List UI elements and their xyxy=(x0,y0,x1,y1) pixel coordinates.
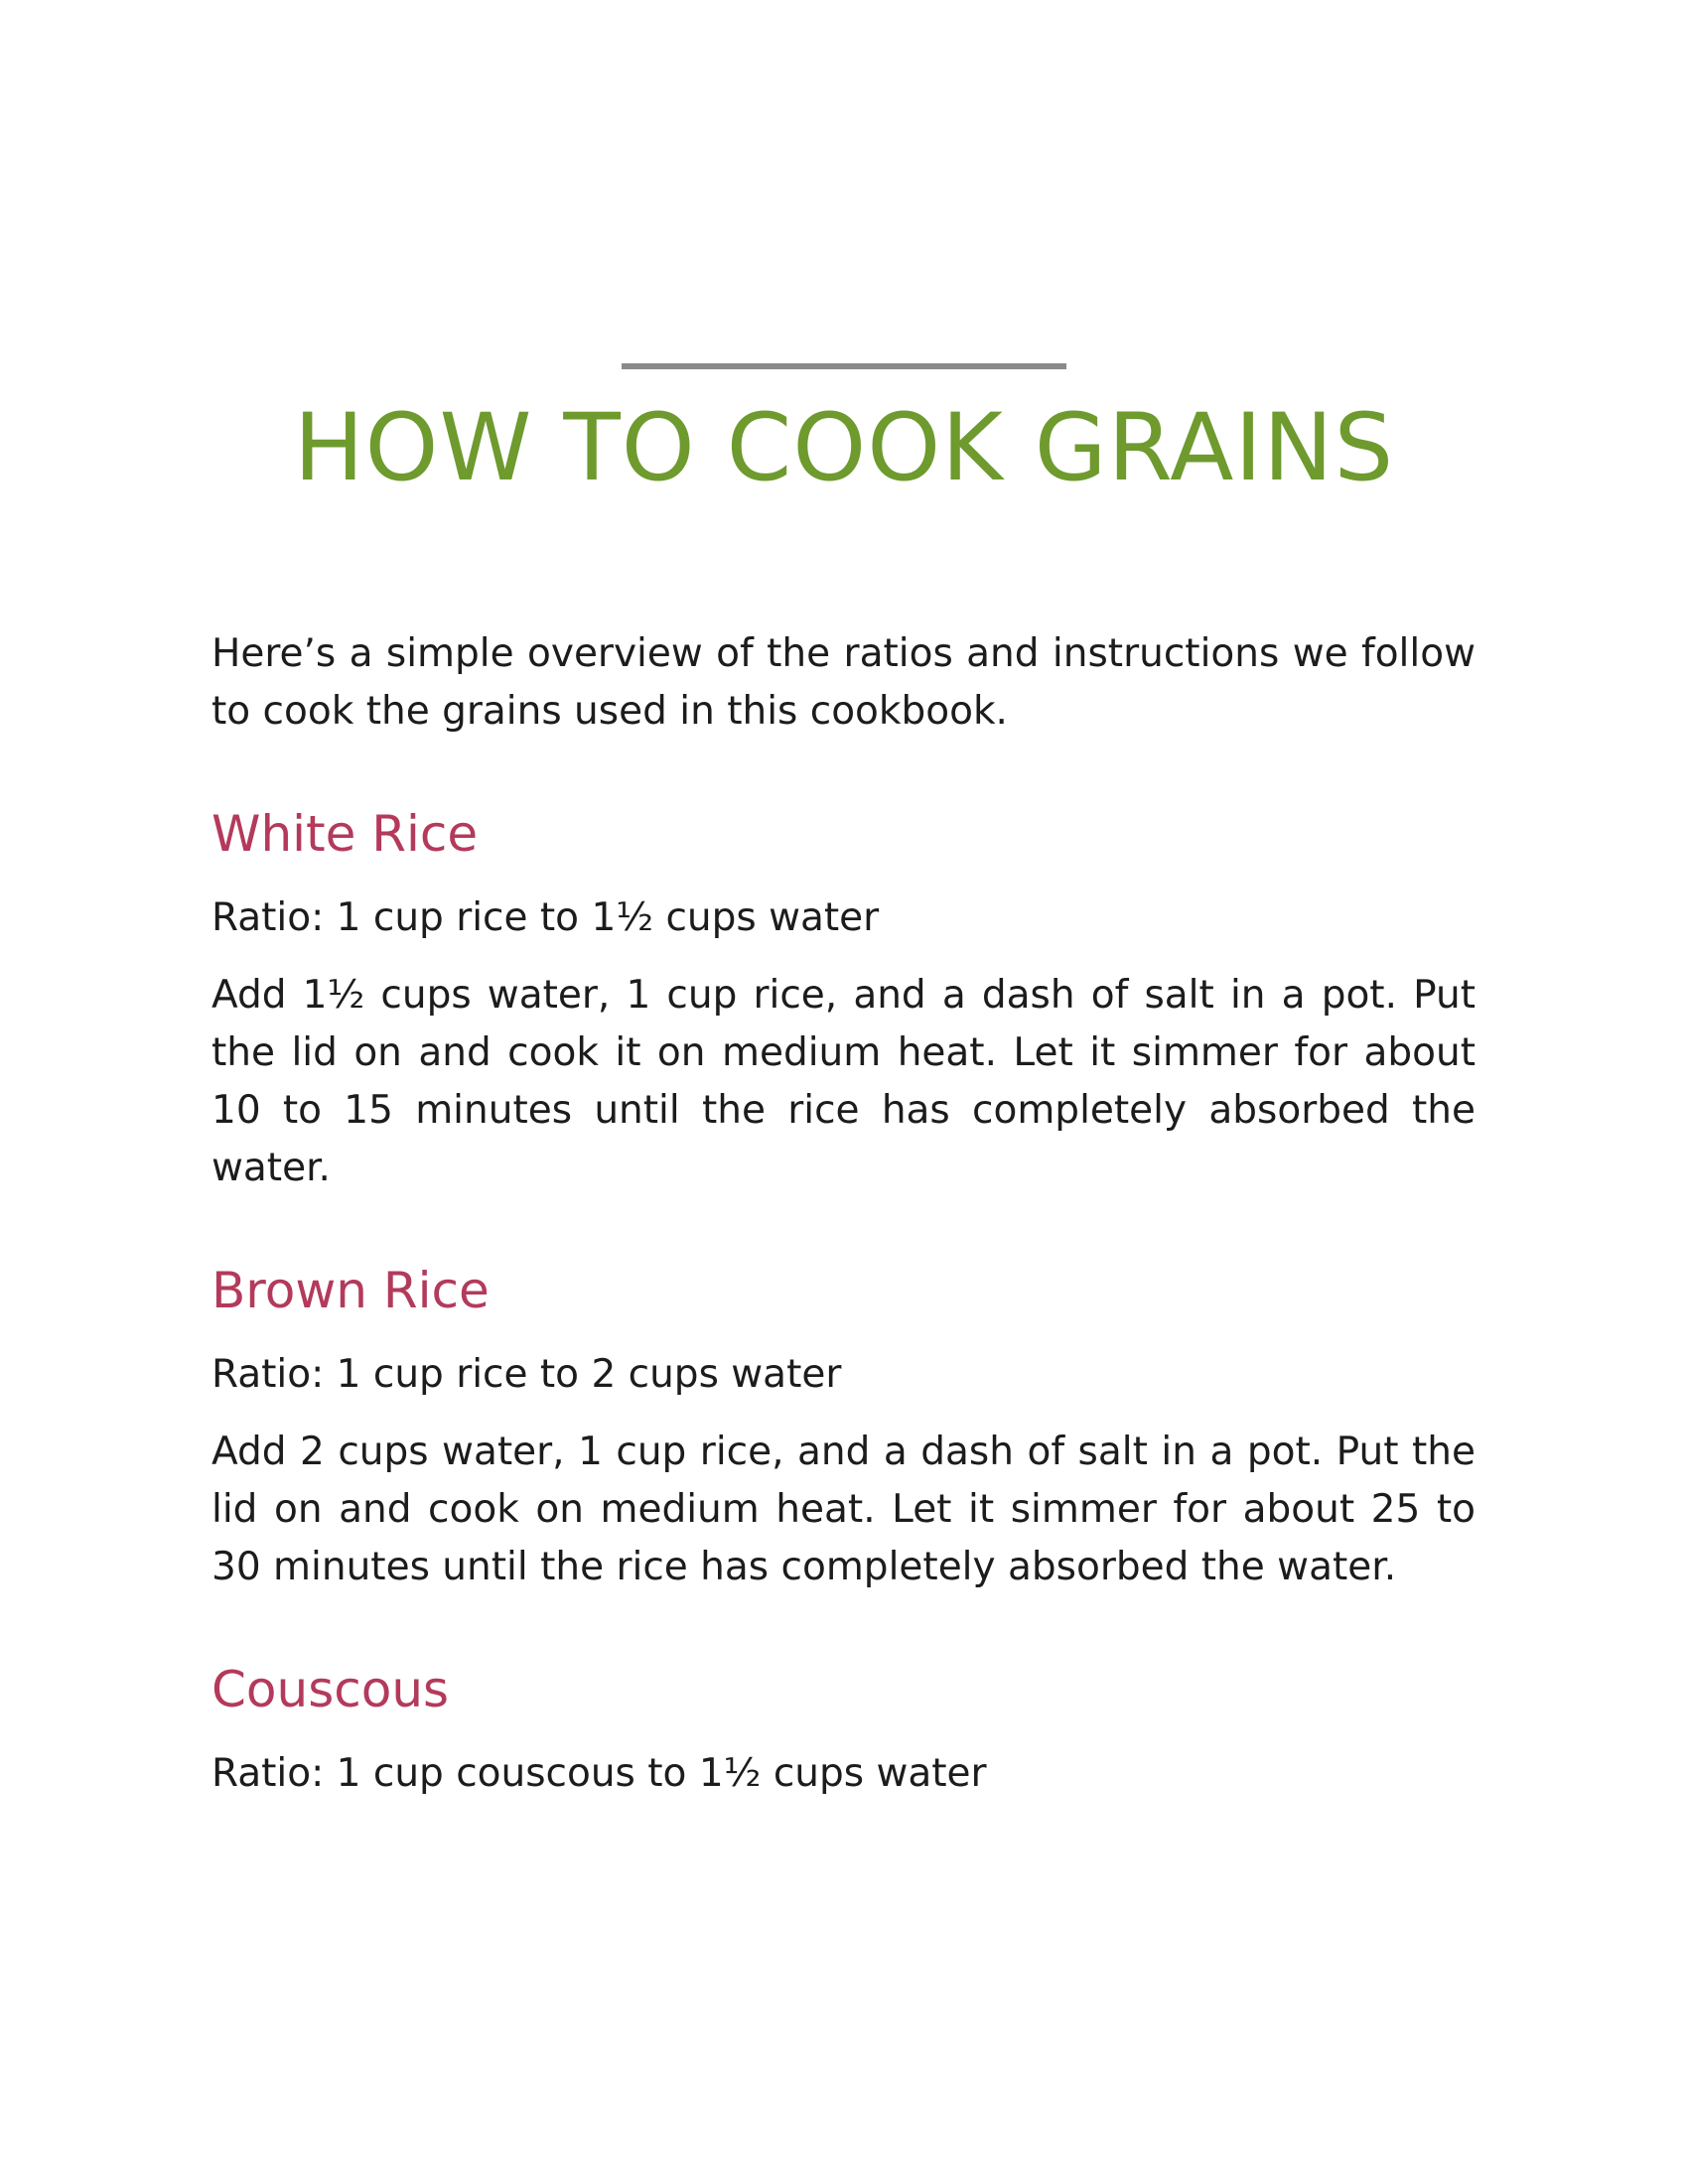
ratio-text: Ratio: 1 cup rice to 1½ cups water xyxy=(211,895,880,940)
section-heading: Brown Rice xyxy=(211,1262,490,1319)
section-brown-rice xyxy=(211,1259,1476,1596)
instructions-text: Add 1½ cups water, 1 cup rice, and a dash of salt in a pot. Put the lid on and cook it on medium heat. Let it simmer for about 10 to 15 minutes until the rice has completely absorbed the water. xyxy=(211,973,1476,1190)
intro-paragraph: Here’s a simple overview of the ratios and instructions we follow to cook the grains used in this cookbook. xyxy=(211,631,1476,734)
ratio-text: Ratio: 1 cup rice to 2 cups water xyxy=(211,1352,842,1397)
section-heading: White Rice xyxy=(211,805,479,863)
page-content xyxy=(211,625,1476,1823)
ratio-text: Ratio: 1 cup couscous to 1½ cups water xyxy=(211,1751,987,1796)
title-divider xyxy=(622,363,1066,369)
section-heading: Couscous xyxy=(211,1661,450,1718)
instructions-text: Add 2 cups water, 1 cup rice, and a dash of salt in a pot. Put the lid on and cook on medium heat. Let it simmer for about 25 to 30 minutes until the rice has completely absorbed the water. xyxy=(211,1430,1476,1589)
section-couscous xyxy=(211,1658,1476,1803)
section-white-rice xyxy=(211,802,1476,1197)
page-title: HOW TO COOK GRAINS xyxy=(293,394,1395,502)
